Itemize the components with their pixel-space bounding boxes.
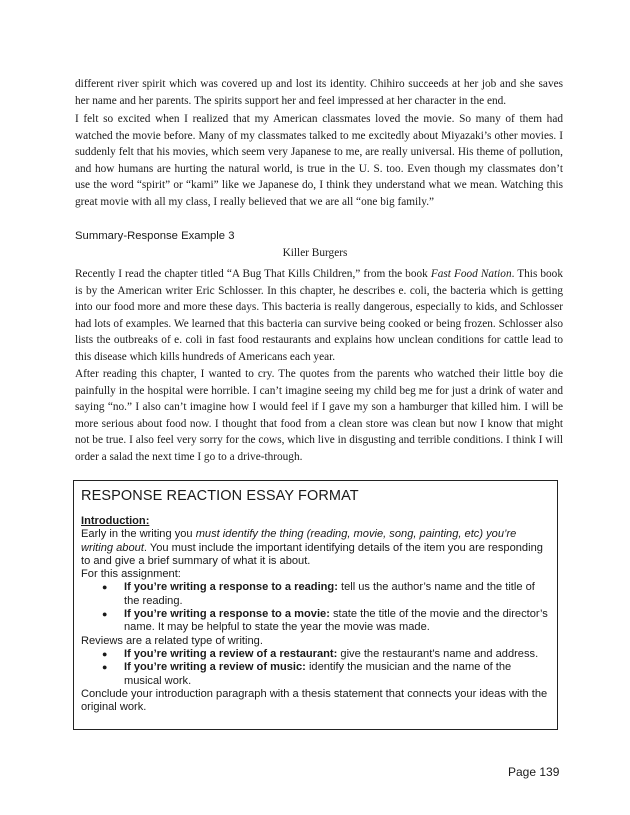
list-item <box>124 661 550 688</box>
bullet-text: identify the musician and the name of the musical work. <box>124 661 512 687</box>
box-body <box>81 515 550 714</box>
intro-text: Early in the writing you <box>81 528 196 541</box>
bullet-bold: If you’re writing a response to a reading: <box>124 581 338 594</box>
bullet-bold: If you’re writing a review of a restaurant: <box>124 647 338 660</box>
intro-heading <box>81 515 550 528</box>
bullet-text: tell us the author’s name and the title of the reading. <box>124 581 535 607</box>
book-title: Fast Food Nation <box>430 268 512 280</box>
intro-paragraph <box>81 528 550 568</box>
essay-title: Killer Burgers <box>282 247 348 259</box>
list-item <box>124 581 550 608</box>
bullet-list <box>81 648 550 688</box>
bullet-bold: If you’re writing a response to a movie: <box>124 608 330 621</box>
page-number: Page 139 <box>508 765 560 779</box>
reviews-label: Reviews are a related type of writing. <box>81 634 263 647</box>
bullet-text: give the restaurant’s name and address. <box>337 647 539 660</box>
intro-heading-text: Introduction: <box>81 515 150 527</box>
paragraph-text: . This book is by the American writer Eric Schlosser. In this chapter, he describes e. coli, the bacteria which is getting into our food more and more these days. This bacteria is really dangerous, especially to kids, and Schlosser had lots of examples. We learned that this bacteria can survive being cooked or being frozen. Schlosser also lists the outbreaks of e. coli in fast food restaurants and explains how unclean conditions for cattle lead to this disease which kills hundreds of Americans each year. <box>75 268 563 363</box>
bullet-list <box>81 581 550 634</box>
bullet-text: state the title of the movie and the director’s name. It may be helpful to state the year the movie was made. <box>124 608 548 634</box>
intro-emphasis: must identify the thing (reading, movie, song, painting, etc) you’re writing about <box>81 528 517 554</box>
body-paragraph <box>75 266 563 366</box>
list-item <box>124 648 550 661</box>
bullet-bold: If you’re writing a review of music: <box>124 661 306 674</box>
assignment-label: For this assignment: <box>81 568 181 581</box>
body-paragraph: different river spirit which was covered up and lost its identity. Chihiro succeeds at her job and she saves her name and her parents. The spirits support her and feel impressed at her character in the end. <box>75 78 563 107</box>
conclusion-text: Conclude your introduction paragraph with a thesis statement that connects your ideas with the original work. <box>81 687 548 714</box>
box-title: RESPONSE REACTION ESSAY FORMAT <box>81 488 359 504</box>
section-heading: Summary-Response Example 3 <box>75 230 235 242</box>
intro-text: . You must include the important identifying details of the item you are responding to and give a brief summary of what it is about. <box>81 541 543 567</box>
format-box <box>73 480 558 730</box>
body-paragraph: I felt so excited when I realized that my American classmates loved the movie. So many of them had watched the movie before. Many of my classmates talked to me excitedly about Miyazaki’s other movies. I suddenly felt that his movies, which seem very Japanese to me, are really universal. His theme of pollution, and how humans are hurting the natural world, is true in the U. S. too. Even though my classmates don’t use the word “spirit” or “kami” like we Japanese do, I think they understand what we mean. Watching this great movie with all my class, I really believed that we are all “one big family.” <box>75 113 563 208</box>
list-item <box>124 608 550 635</box>
body-paragraph: After reading this chapter, I wanted to cry. The quotes from the parents who watched their little boy die painfully in the hospital were horrible. I can’t imagine seeing my child beg me for just a drink of water and saying “no.” I also can’t imagine how I would feel if I gave my son a hamburger that killed him. I will be more serious about food now. I thought that food from a clean store was clean but now I know that might not be true. I also feel very sorry for the cows, which live in disgusting and terrible conditions. I think I will order a salad the next time I go to a drive-through. <box>75 368 563 463</box>
paragraph-text: Recently I read the chapter titled “A Bug That Kills Children,” from the book <box>75 268 431 280</box>
